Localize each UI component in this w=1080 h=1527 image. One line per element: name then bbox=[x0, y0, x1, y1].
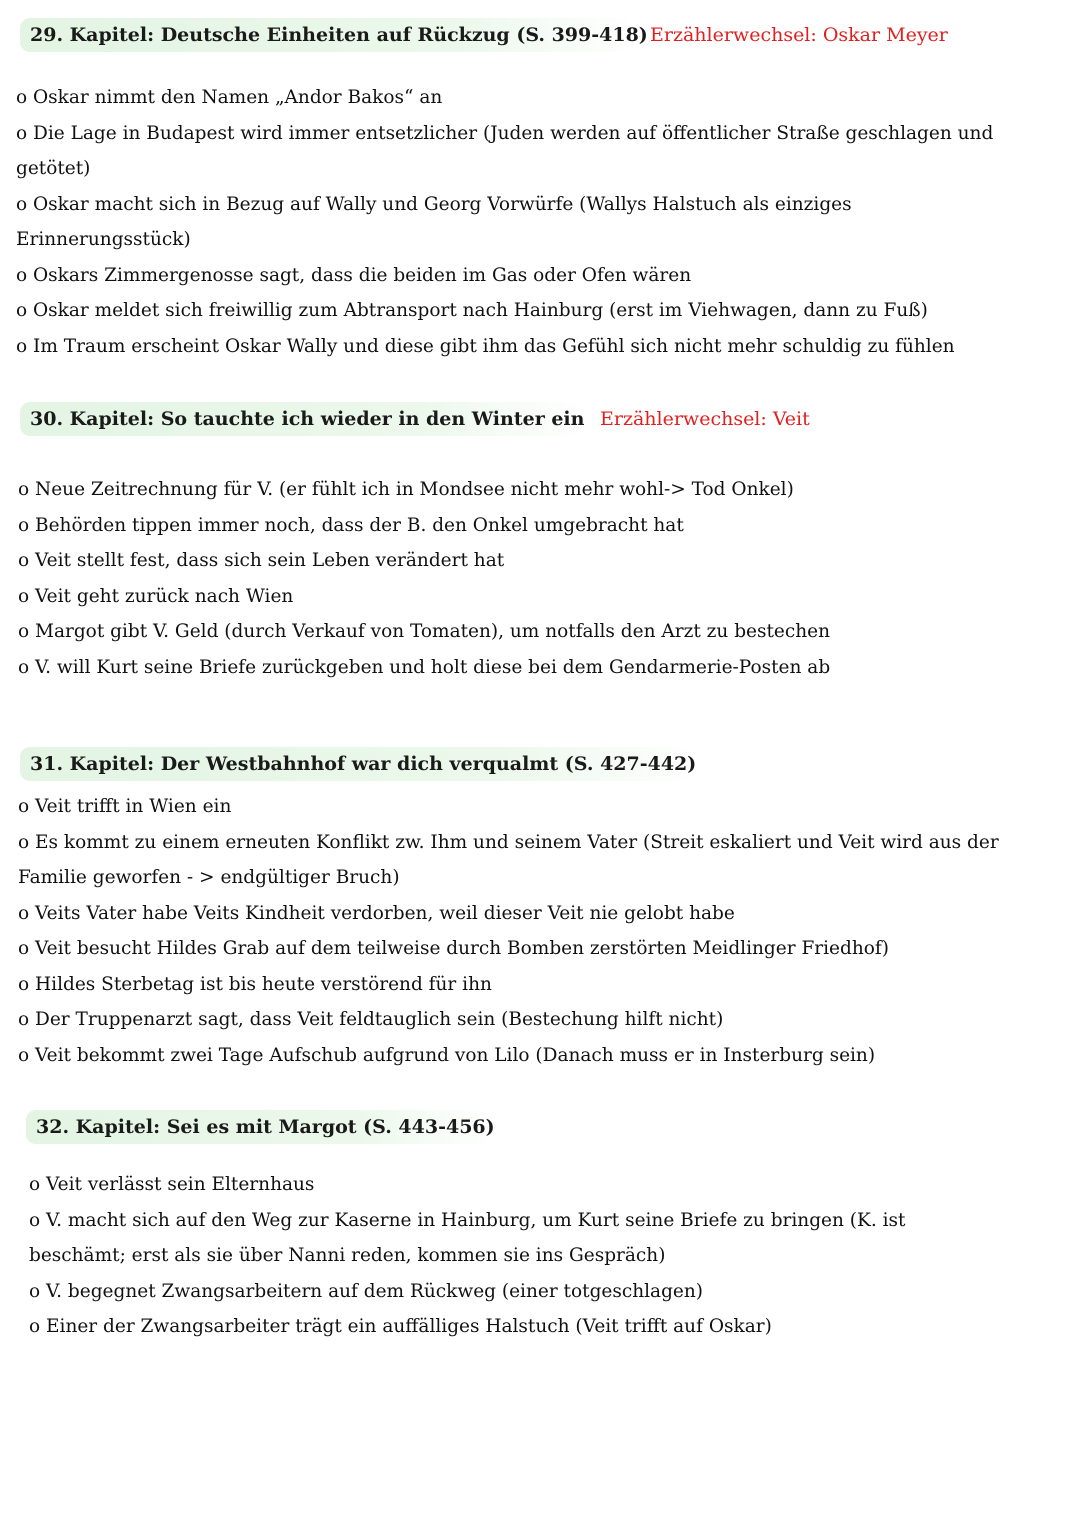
list-item: o V. begegnet Zwangsarbeitern auf dem Rückweg (einer totgeschlagen) bbox=[29, 1280, 703, 1302]
list-item: o Oskar macht sich in Bezug auf Wally und Georg Vorwürfe (Wallys Halstuch als einziges Erinnerungsstück) bbox=[16, 193, 852, 250]
list-item: o Veit geht zurück nach Wien bbox=[18, 585, 294, 607]
list-item: o Die Lage in Budapest wird immer entsetzlicher (Juden werden auf öffentlicher Straße geschlagen und getötet) bbox=[16, 122, 994, 179]
chapter-32-section bbox=[0, 1110, 1080, 1337]
chapter-31-list bbox=[18, 789, 1048, 1073]
list-item: o Behörden tippen immer noch, dass der B. den Onkel umgebracht hat bbox=[18, 514, 684, 536]
list-item: o Veit bekommt zwei Tage Aufschub aufgrund von Lilo (Danach muss er in Insterburg sein) bbox=[18, 1044, 876, 1066]
list-item: o Oskar nimmt den Namen „Andor Bakos“ an bbox=[16, 87, 443, 108]
list-item: o Im Traum erscheint Oskar Wally und diese gibt ihm das Gefühl sich nicht mehr schuldig zu fühlen bbox=[16, 335, 955, 357]
chapter-29-narrator: Erzählerwechsel: Oskar Meyer bbox=[650, 24, 948, 46]
chapter-29-section bbox=[0, 18, 1080, 357]
list-item: o Hildes Sterbetag ist bis heute verstörend für ihn bbox=[18, 973, 492, 995]
list-item: o Veit besucht Hildes Grab auf dem teilweise durch Bomben zerstörten Meidlinger Friedhof) bbox=[18, 938, 889, 959]
chapter-32-list bbox=[29, 1167, 1039, 1345]
list-item: o Neue Zeitrechnung für V. (er fühlt ich in Mondsee nicht mehr wohl-> Tod Onkel) bbox=[18, 479, 794, 500]
chapter-29-heading-row bbox=[0, 18, 1080, 58]
chapter-29-heading: 29. Kapitel: Deutsche Einheiten auf Rückzug (S. 399-418) bbox=[20, 18, 638, 52]
list-item: o Der Truppenarzt sagt, dass Veit feldtauglich sein (Bestechung hilft nicht) bbox=[18, 1009, 724, 1030]
chapter-31-heading: 31. Kapitel: Der Westbahnhof war dich verqualmt (S. 427-442) bbox=[20, 747, 700, 781]
list-item: o Veit verlässt sein Elternhaus bbox=[29, 1174, 315, 1195]
chapter-30-heading: 30. Kapitel: So tauchte ich wieder in den Winter ein bbox=[20, 402, 586, 436]
chapter-30-narrator: Erzählerwechsel: Veit bbox=[600, 408, 810, 430]
chapter-30-section bbox=[0, 402, 1080, 678]
list-item: o V. macht sich auf den Weg zur Kaserne in Hainburg, um Kurt seine Briefe zu bringen (K. ist beschämt; erst als sie über Nanni reden, kommen sie ins Gespräch) bbox=[29, 1209, 906, 1266]
list-item: o Oskars Zimmergenosse sagt, dass die beiden im Gas oder Ofen wären bbox=[16, 264, 692, 286]
chapter-32-heading: 32. Kapitel: Sei es mit Margot (S. 443-456) bbox=[26, 1110, 494, 1144]
list-item: o V. will Kurt seine Briefe zurückgeben und holt diese bei dem Gendarmerie-Posten ab bbox=[18, 656, 831, 678]
list-item: o Es kommt zu einem erneuten Konflikt zw. Ihm und seinem Vater (Streit eskaliert und Veit wird aus der Familie geworfen - > endgültiger Bruch) bbox=[18, 831, 999, 888]
list-item: o Veit stellt fest, dass sich sein Leben verändert hat bbox=[18, 550, 505, 571]
list-item: o Oskar meldet sich freiwillig zum Abtransport nach Hainburg (erst im Viehwagen, dann zu Fuß) bbox=[16, 300, 928, 321]
chapter-30-list bbox=[18, 472, 1048, 685]
chapter-31-section bbox=[0, 747, 1080, 1066]
list-item: o Einer der Zwangsarbeiter trägt ein auffälliges Halstuch (Veit trifft auf Oskar) bbox=[29, 1316, 772, 1337]
list-item: o Veits Vater habe Veits Kindheit verdorben, weil dieser Veit nie gelobt habe bbox=[18, 902, 735, 924]
chapter-32-heading-row bbox=[0, 1110, 1080, 1150]
chapter-29-list bbox=[16, 80, 1046, 364]
list-item: o Veit trifft in Wien ein bbox=[18, 796, 232, 817]
list-item: o Margot gibt V. Geld (durch Verkauf von Tomaten), um notfalls den Arzt zu bestechen bbox=[18, 621, 830, 642]
chapter-31-heading-row bbox=[0, 747, 1080, 787]
chapter-30-heading-row bbox=[0, 402, 1080, 442]
